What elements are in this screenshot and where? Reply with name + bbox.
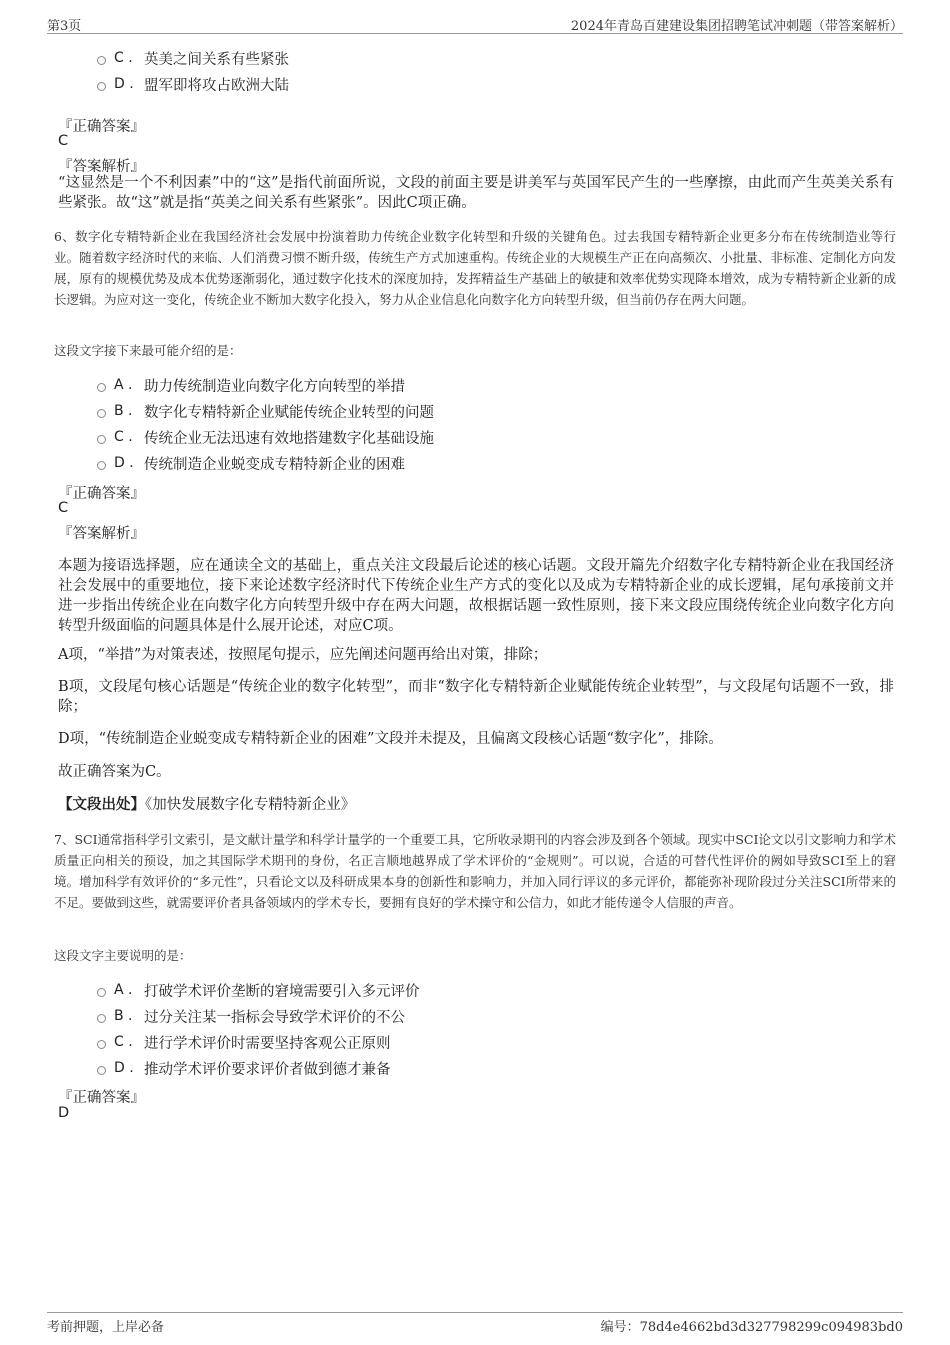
radio-icon[interactable] <box>97 1066 106 1075</box>
radio-icon[interactable] <box>97 56 106 65</box>
analysis-label: 『答案解析』 <box>58 526 145 542</box>
document-title: 2024年青岛百建建设集团招聘笔试冲刺题（带答案解析） <box>570 19 903 34</box>
document-id: 编号：78d4e4662bd3d327798299c094983bd0 <box>600 1320 903 1335</box>
analysis-paragraph: D项，“传统制造企业蜕变成专精特新企业的困难”文段并未提及，且偏离文段核心话题“数字化”，排除。 <box>58 731 723 747</box>
answer-value: C <box>58 500 69 516</box>
prev-option-c[interactable]: C . 英美之间关系有些紧张 <box>97 47 289 69</box>
answer-label: 『正确答案』 <box>58 486 145 502</box>
radio-icon[interactable] <box>97 988 106 997</box>
analysis-paragraph: A项，“举措”为对策表述，按照尾句提示，应先阐述问题再给出对策，排除； <box>58 647 548 663</box>
footer-slogan: 考前押题，上岸必备 <box>47 1320 165 1335</box>
q6-option-c[interactable]: C . 传统企业无法迅速有效地搭建数字化基础设施 <box>97 426 434 448</box>
radio-icon[interactable] <box>97 461 106 470</box>
q7-option-b[interactable]: B . 过分关注某一指标会导致学术评价的不公 <box>97 1005 405 1027</box>
radio-icon[interactable] <box>97 435 106 444</box>
radio-icon[interactable] <box>97 82 106 91</box>
source-line <box>58 795 894 815</box>
analysis-paragraph: B项，文段尾句核心话题是“传统企业的数字化转型”，而非“数字化专精特新企业赋能传统企业转型”，与文段尾句话题不一致，排除； <box>58 679 894 715</box>
question-6-stem: 这段文字接下来最可能介绍的是： <box>54 343 242 358</box>
prev-option-d[interactable]: D . 盟军即将攻占欧洲大陆 <box>97 73 289 95</box>
answer-label: 『正确答案』 <box>58 119 145 135</box>
radio-icon[interactable] <box>97 409 106 418</box>
page-number: 第3页 <box>47 19 82 34</box>
question-6-text: 6、数字化专精特新企业在我国经济社会发展中扮演着助力传统企业数字化转型和升级的关键角色。过去我国专精特新企业更多分布在传统制造业等行业。随着数字经济时代的来临、人们消费习惯不断升级，传统生产方式加速重构。传统企业的大规模生产正在向高频次、小批量、非标准、定制化方向发展，原有的规模优势及成本优势逐渐弱化，通过数字化技术的深度加持，发挥精益生产基础上的敏捷和效率优势实现降本增效，成为专精特新企业新的成长逻辑。为应对这一变化，传统企业不断加大数字化投入，努力从企业信息化向数字化方向转型升级，但当前仍存在两大问题。 <box>54 229 896 307</box>
q7-option-a[interactable]: A . 打破学术评价垄断的窘境需要引入多元评价 <box>97 979 420 1001</box>
radio-icon[interactable] <box>97 383 106 392</box>
radio-icon[interactable] <box>97 1040 106 1049</box>
answer-value: D <box>58 1105 70 1121</box>
question-7-text: 7、SCI通常指科学引文索引，是文献计量学和科学计量学的一个重要工具，它所收录期刊的内容会涉及到各个领域。现实中SCI论文以引文影响力和学术质量正向相关的预设，加之其国际学术期刊的身份，名正言顺地越界成了学术评价的“金规则”。可以说，合适的可替代性评价的阙如导致SCI至上的窘境。增加科学有效评价的“多元性”，只看论文以及科研成果本身的创新性和影响力，并加入同行评议的多元评价，都能弥补现阶段过分关注SCI所带来的不足。要做到这些，就需要评价者具备领域内的学术专长，要拥有良好的学术操守和公信力，如此才能传递令人信服的声音。 <box>54 832 896 910</box>
q6-option-d[interactable]: D . 传统制造企业蜕变成专精特新企业的困难 <box>97 452 405 474</box>
analysis-paragraph: 故正确答案为C。 <box>58 764 171 780</box>
q6-option-b[interactable]: B . 数字化专精特新企业赋能传统企业转型的问题 <box>97 400 434 422</box>
source-label: 【文段出处】 <box>58 796 145 813</box>
q6-option-a[interactable]: A . 助力传统制造业向数字化方向转型的举措 <box>97 374 405 396</box>
page-footer <box>47 1312 903 1335</box>
analysis-label: 『答案解析』 <box>58 159 145 175</box>
question-7-stem: 这段文字主要说明的是： <box>54 948 192 963</box>
answer-value: C <box>58 133 69 149</box>
q7-option-d[interactable]: D . 推动学术评价要求评价者做到德才兼备 <box>97 1057 391 1079</box>
analysis-text: “这显然是一个不利因素”中的“这”是指代前面所说，文段的前面主要是讲美军与英国军民产生的一些摩擦，由此而产生英美关系有些紧张。故“这”就是指“英美之间关系有些紧张”。因此C项正确。 <box>58 175 894 211</box>
analysis-paragraph: 本题为接语选择题，应在通读全文的基础上，重点关注文段最后论述的核心话题。文段开篇先介绍数字化专精特新企业在我国经济社会发展中的重要地位，接下来论述数字经济时代下传统企业生产方式的变化以及成为专精特新企业的成长逻辑，尾句承接前文并进一步指出传统企业在向数字化方向转型升级中存在两大问题，故根据话题一致性原则，接下来文段应围绕传统企业向数字化方向转型升级面临的问题具体是什么展开论述，对应C项。 <box>58 558 894 634</box>
radio-icon[interactable] <box>97 1014 106 1023</box>
answer-label: 『正确答案』 <box>58 1090 145 1106</box>
source-title: 《加快发展数字化专精特新企业》 <box>145 797 356 813</box>
q7-option-c[interactable]: C . 进行学术评价时需要坚持客观公正原则 <box>97 1031 391 1053</box>
page-header <box>47 13 903 34</box>
